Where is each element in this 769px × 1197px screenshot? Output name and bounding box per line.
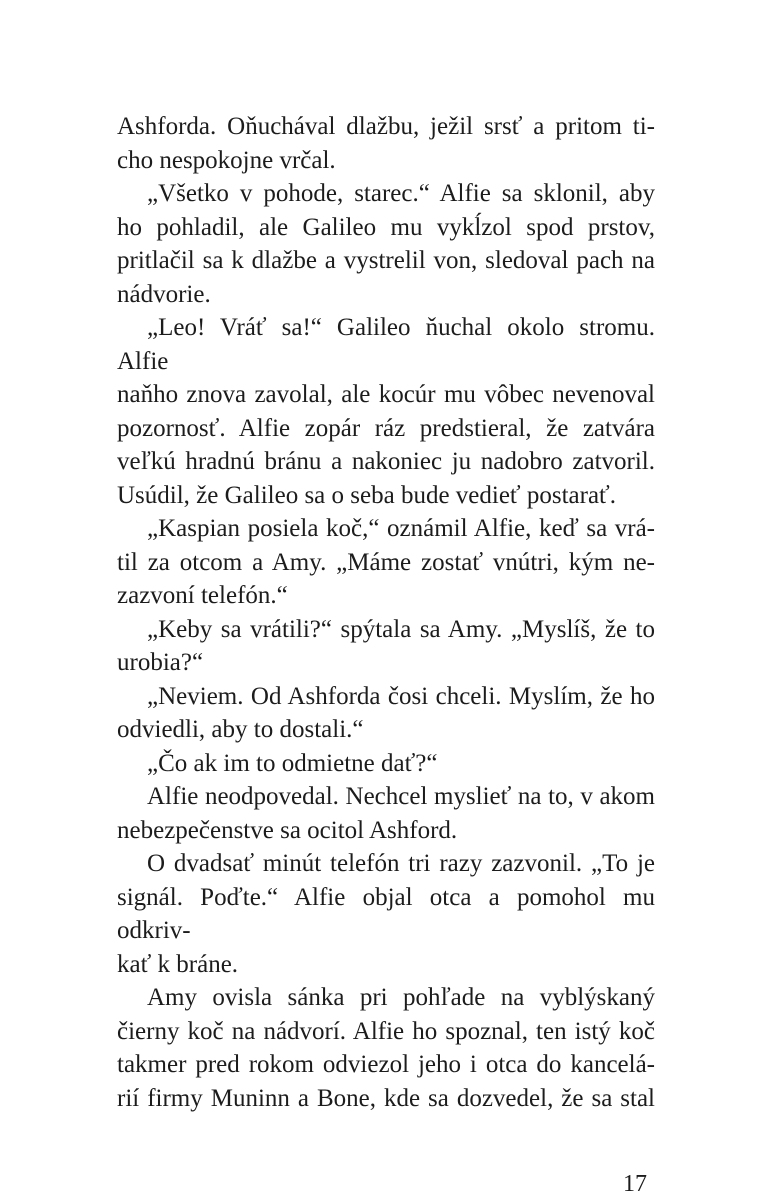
text-line: nádvorie. (117, 280, 211, 308)
text-line: „Čo ak im to odmietne dať?“ (147, 749, 438, 777)
text-line: rií firmy Muninn a Bone, kde sa dozvedel, že sa stal (117, 1084, 655, 1112)
text-line: naňho znova zavolal, ale kocúr mu vôbec nevenoval (117, 381, 655, 408)
page-number: 17 (623, 1171, 647, 1197)
text-line: Usúdil, že Galileo sa o seba bude vedieť postarať. (117, 481, 616, 509)
text-line: „Leo! Vráť sa!“ Galileo ňuchal okolo stromu. Alfie (117, 314, 655, 375)
text-line: Ashforda. Oňuchával dlažbu, ježil srsť a pritom ti- (117, 113, 655, 140)
text-line: „Keby sa vrátili?“ spýtala sa Amy. „Myslíš, že to (147, 615, 655, 643)
text-line: pozornosť. Alfie zopár ráz predstieral, že zatvára (117, 414, 655, 442)
text-line: zazvoní telefón.“ (117, 582, 288, 609)
text-line: nebezpečenstve sa ocitol Ashford. (117, 816, 458, 844)
text-line: Amy ovisla sánka pri pohľade na vyblýskaný (147, 984, 655, 1011)
text-line: čierny koč na nádvorí. Alfie ho spoznal, ten istý koč (117, 1017, 655, 1045)
text-line: pritlačil sa k dlažbe a vystrelil von, sledoval pach na (117, 247, 655, 274)
text-line: veľkú hradnú bránu a nakoniec ju nadobro zatvoril. (117, 448, 655, 475)
text-line: urobia?“ (117, 649, 204, 676)
text-line: odviedli, aby to dostali.“ (117, 716, 364, 743)
text-line: O dvadsať minút telefón tri razy zazvonil. „To je (147, 850, 655, 877)
text-line: „Neviem. Od Ashforda čosi chceli. Myslím, že ho (147, 682, 655, 710)
text-line: takmer pred rokom odviezol jeho i otca do kancelá- (117, 1051, 655, 1078)
text-line: „Kaspian posiela koč,“ oznámil Alfie, keď sa vrá- (147, 515, 655, 542)
text-line: kať k bráne. (117, 950, 239, 978)
text-line: cho nespokojne vrčal. (117, 146, 336, 174)
text-line: Alfie neodpovedal. Nechcel myslieť na to, v akom (147, 783, 655, 810)
text-line: til za otcom a Amy. „Máme zostať vnútri, kým ne- (117, 548, 655, 576)
text-line: signál. Poďte.“ Alfie objal otca a pomohol mu odkriv- (117, 883, 655, 944)
page-text (117, 110, 655, 1197)
text-line: „Všetko v pohode, starec.“ Alfie sa sklonil, aby (147, 180, 655, 207)
text-line: ho pohladil, ale Galileo mu vykĺzol spod prstov, (117, 213, 655, 241)
